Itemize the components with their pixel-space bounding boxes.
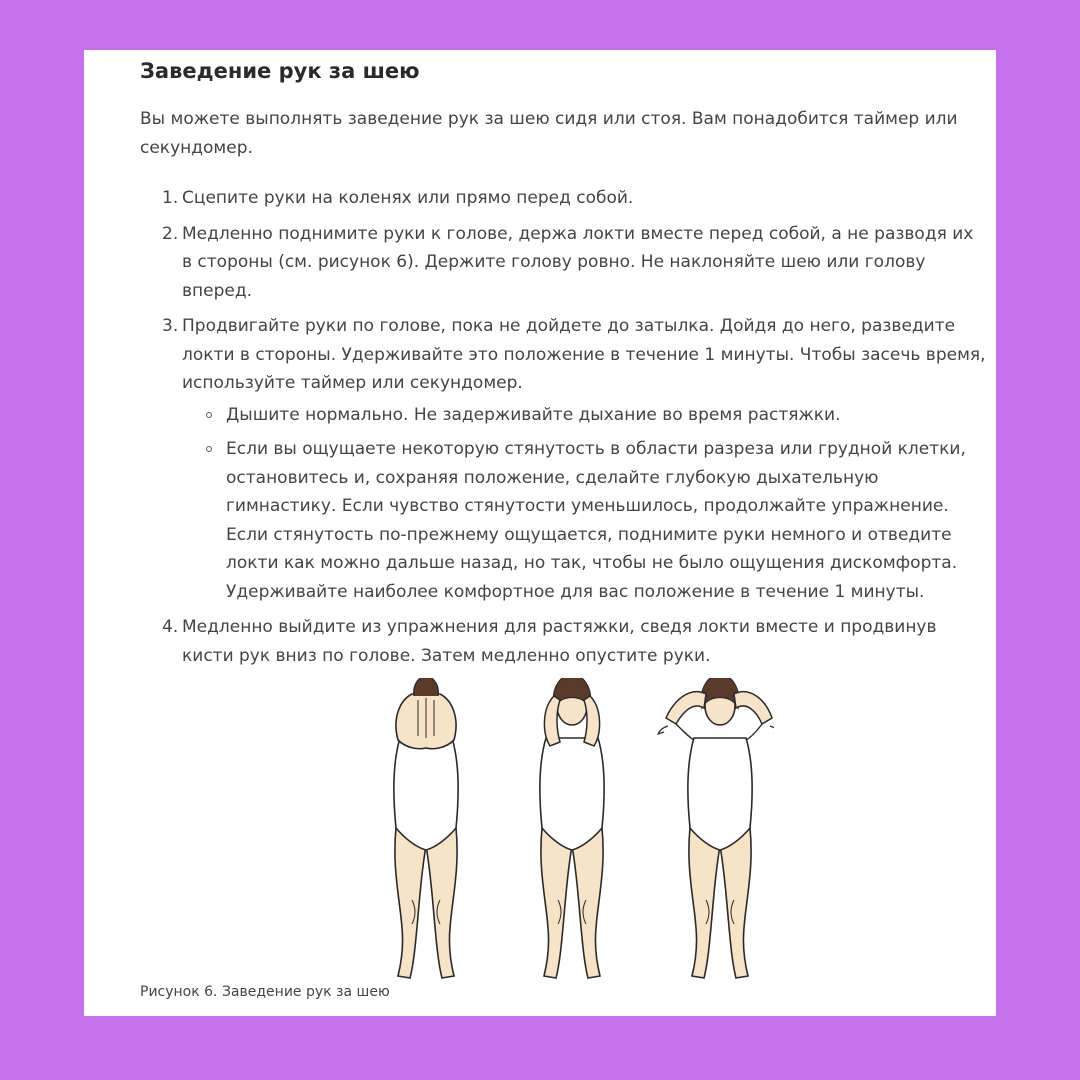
- step-item: [140, 220, 986, 306]
- figure-hands-on-head: [540, 678, 604, 978]
- section-title: Заведение рук за шею: [140, 59, 420, 83]
- document-page: [84, 50, 996, 1016]
- step-text: Сцепите руки на коленях или прямо перед собой.: [182, 188, 634, 208]
- sub-item: [182, 435, 986, 606]
- step-item: [140, 184, 986, 213]
- circle-bullet-icon: [206, 412, 212, 418]
- exercise-illustration: [374, 678, 774, 980]
- steps-list: [140, 184, 986, 677]
- figure-elbows-together: [394, 678, 458, 978]
- step-number: 1.: [162, 188, 179, 208]
- figure-caption: Рисунок 6. Заведение рук за шею: [140, 984, 390, 1000]
- intro-paragraph: Вы можете выполнять заведение рук за шею сидя или стоя. Вам понадобится таймер или секундомер.: [140, 109, 958, 158]
- step-item: [140, 613, 986, 670]
- figure-elbows-spread: [658, 678, 774, 978]
- step-text: Продвигайте руки по голове, пока не дойдете до затылка. Дойдя до него, разведите локти в стороны. Удерживайте это положение в течение 1 минуты. Чтобы засечь время, используйте таймер или секундомер.: [182, 316, 986, 393]
- step-text: Медленно выйдите из упражнения для растяжки, сведя локти вместе и продвинув кисти рук вниз по голове. Затем медленно опустите руки.: [182, 617, 937, 666]
- sub-item: [182, 401, 986, 430]
- sub-list: [182, 401, 986, 607]
- sub-item-text: Дышите нормально. Не задерживайте дыхание во время растяжки.: [226, 404, 841, 425]
- circle-bullet-icon: [206, 446, 212, 452]
- sub-item-text: Если вы ощущаете некоторую стянутость в области разреза или грудной клетки, остановитесь и, сохраняя положение, сделайте глубокую дыхательную гимнастику. Если чувство стянутости уменьшилось, продолжайте упражнение. Если стянутость по-прежнему ощущается, поднимите руки немного и отведите локти как можно дальше назад, но так, чтобы не было ощущения дискомфорта. Удерживайте наиболее комфортное для вас положение в течение 1 минуты.: [226, 439, 966, 602]
- step-text: Медленно поднимите руки к голове, держа локти вместе перед собой, а не разводя их в стороны (см. рисунок 6). Держите голову ровно. Не наклоняйте шею или голову вперед.: [182, 223, 974, 301]
- step-item: [140, 312, 986, 606]
- step-number: 2.: [162, 223, 179, 244]
- step-number: 3.: [162, 316, 179, 336]
- step-number: 4.: [162, 617, 179, 637]
